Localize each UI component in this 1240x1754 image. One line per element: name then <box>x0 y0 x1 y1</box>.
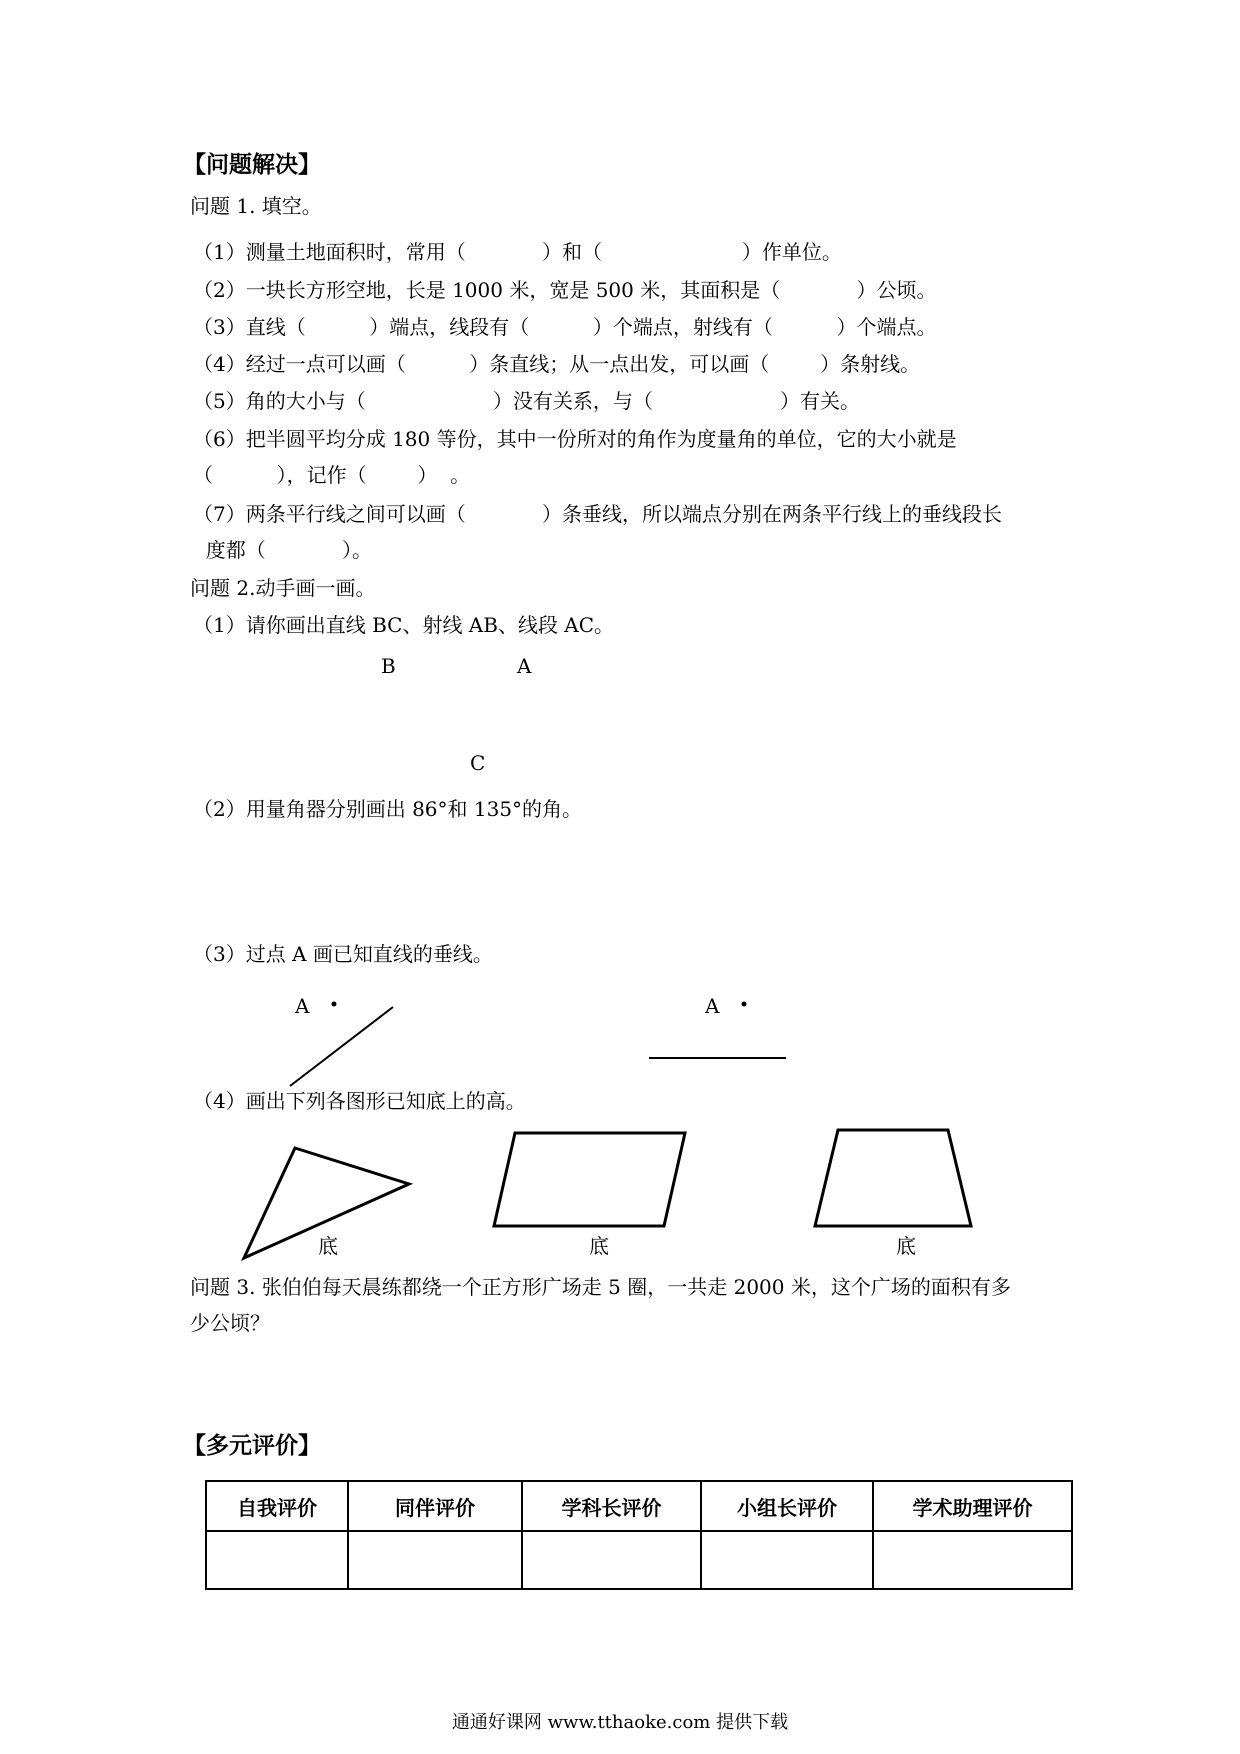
q1-item-1: （1）测量土地面积时，常用（ ）和（ ）作单位。 <box>193 240 842 264</box>
eval-cell-subject-leader[interactable] <box>522 1531 701 1589</box>
q1-item-6-line2: （ ），记作（ ） 。 <box>193 463 471 487</box>
evaluation-input-row <box>206 1531 1072 1589</box>
part3-left-point-label: A <box>295 994 310 1018</box>
q2-part3: （3）过点 A 画已知直线的垂线。 <box>193 942 493 966</box>
q2-title: 问题 2.动手画一画。 <box>190 576 376 600</box>
q1-item-5: （5）角的大小与（ ）没有关系，与（ ）有关。 <box>193 389 861 413</box>
eval-header-group-leader: 小组长评价 <box>701 1481 873 1531</box>
q1-item-7-line1: （7）两条平行线之间可以画（ ）条垂线，所以端点分别在两条平行线上的垂线段长 <box>193 502 1003 526</box>
part3-left-dot <box>332 1002 337 1007</box>
part3-oblique-line <box>290 1007 393 1086</box>
eval-header-self: 自我评价 <box>206 1481 348 1531</box>
eval-cell-group-leader[interactable] <box>701 1531 873 1589</box>
q3-line2: 少公顷？ <box>190 1311 270 1335</box>
evaluation-table <box>205 1480 1073 1590</box>
eval-header-academic-assistant: 学术助理评价 <box>873 1481 1072 1531</box>
footer-credit: 通通好课网 www.tthaoke.com 提供下载 <box>451 1712 789 1733</box>
eval-cell-peer[interactable] <box>348 1531 522 1589</box>
parallelogram-base-label: 底 <box>589 1234 609 1258</box>
eval-header-subject-leader: 学科长评价 <box>522 1481 701 1531</box>
q1-title: 问题 1. 填空。 <box>190 194 322 218</box>
q1-item-6-line1: （6）把半圆平均分成 180 等份，其中一份所对的角作为度量角的单位，它的大小就是 <box>193 427 957 451</box>
part3-right-dot <box>742 1002 747 1007</box>
trapezoid-base-label: 底 <box>896 1234 916 1258</box>
part3-right-point-label: A <box>705 994 720 1018</box>
parallelogram-shape <box>494 1133 685 1226</box>
evaluation-header-row <box>206 1481 1072 1531</box>
eval-cell-self[interactable] <box>206 1531 348 1589</box>
point-c-label: C <box>470 751 486 775</box>
q1-item-3: （3）直线（ ）端点，线段有（ ）个端点，射线有（ ）个端点。 <box>193 315 937 339</box>
eval-header-peer: 同伴评价 <box>348 1481 522 1531</box>
trapezoid-shape <box>815 1130 971 1226</box>
q2-part4: （4）画出下列各图形已知底上的高。 <box>193 1089 526 1113</box>
q2-part2: （2）用量角器分别画出 86°和 135°的角。 <box>193 797 583 821</box>
section-heading-evaluation: 【多元评价】 <box>183 1433 321 1459</box>
q3-line1: 问题 3. 张伯伯每天晨练都绕一个正方形广场走 5 圈，一共走 2000 米，这个广场的面积有多 <box>190 1275 1011 1299</box>
q1-item-4: （4）经过一点可以画（ ）条直线；从一点出发，可以画（ ）条射线。 <box>193 352 921 376</box>
triangle-base-label: 底 <box>318 1234 338 1258</box>
eval-cell-academic-assistant[interactable] <box>873 1531 1072 1589</box>
q1-item-7-line2: 度都（ ）。 <box>193 538 373 562</box>
point-a-label: A <box>517 654 532 678</box>
q1-item-2: （2）一块长方形空地，长是 1000 米，宽是 500 米，其面积是（ ）公顷。 <box>193 278 937 302</box>
q2-part1: （1）请你画出直线 BC、射线 AB、线段 AC。 <box>193 613 615 637</box>
section-heading-problem: 【问题解决】 <box>183 152 321 178</box>
point-b-label: B <box>381 654 396 678</box>
